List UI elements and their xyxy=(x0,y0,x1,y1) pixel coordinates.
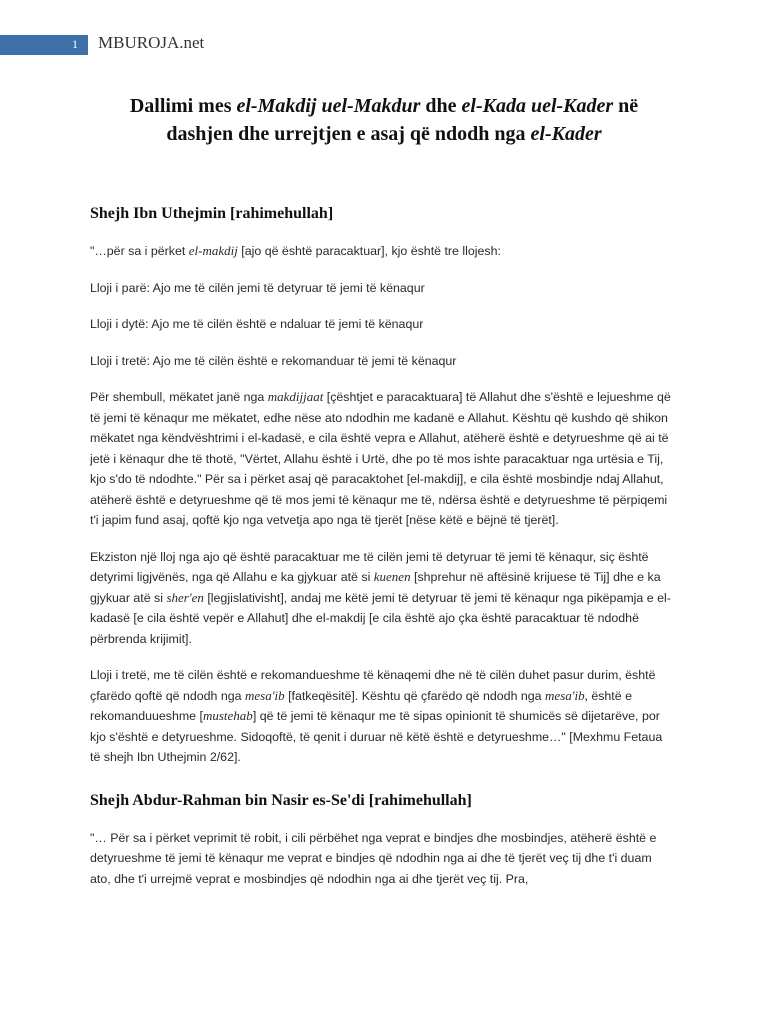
page-number: 1 xyxy=(72,37,78,51)
term: mesa'ib, xyxy=(545,687,588,703)
article-body xyxy=(90,205,675,905)
title-text: në xyxy=(613,95,639,117)
text: [fatkeqësitë]. Kështu që çfarëdo që ndodh nga xyxy=(284,688,546,703)
term: sher'en xyxy=(166,589,204,605)
text: Ekziston një lloj nga ajo që është paracaktuar me të cilën jemi të detyruar të jemi të kënaqur, siç është detyrimi ligjvënës, nga që Allahu e ka gjykuar atë si xyxy=(90,549,649,584)
term: el-makdij xyxy=(188,243,238,258)
text: Lloji i tretë, me të cilën është e rekomandueshme të kënaqemi dhe në të cilën duhet pasur durim, është çfarëdo qoftë që ndodh nga xyxy=(90,668,656,703)
title-term: el-Kader xyxy=(530,123,602,145)
paragraph xyxy=(90,387,675,531)
page-title xyxy=(60,92,708,148)
term: mesa'ib xyxy=(245,687,285,703)
text: është e rekomanduueshme [ xyxy=(90,688,632,723)
paragraph xyxy=(90,665,675,768)
paragraph xyxy=(90,241,675,262)
paragraph xyxy=(90,547,675,650)
paragraph: Lloji i tretë: Ajo me të cilën është e rekomanduar të jemi të kënaqur xyxy=(90,353,457,368)
paragraph: Lloji i parë: Ajo me të cilën jemi të detyruar të jemi të kënaqur xyxy=(90,280,425,295)
text: [ajo që është paracaktuar], kjo është tre llojesh: xyxy=(237,244,501,258)
term: makdijjaat xyxy=(267,389,324,404)
text: [çështjet e paracaktuara] të Allahut dhe s'është e lejueshme që të jemi të kënaqur me mëkatet, edhe nëse ato ndodhin me kadanë e Allahut. Kështu që kushdo që shikon mëkatet nga këndvështrimi i el-kadasë, e cila është vepra e Allahut, atëherë është e detyrueshme që ai të jetë i kënaqur dhe të thotë, "Vërtet, Allahu është i Urtë, dhe po të mos ishte paracaktuar nga urtësia e Tij, kjo s'do të ndodhte." Për sa i përket asaj që paracaktohet [el-makdij], e cila është mosbindje ndaj Allahut, atëherë është e detyrueshme që të mos jemi të kënaqur me të, ndërsa është e detyrueshme të përpiqemi t'i japim fund asaj, qoftë kjo nga vetvetja apo nga të tjerët [nëse këtë e bëjnë të tjerët]. xyxy=(90,390,671,527)
title-text: Dallimi mes xyxy=(129,95,237,117)
text: [legjislativisht], andaj me këtë jemi të detyruar të jemi të kënaqur nga pikëpamja e el-kadasë [e cila është vepër e Allahut] dhe el-makdij [e cila është ajo çka është paracaktuar të ndodhë përbrenda krijimit]. xyxy=(90,590,671,646)
title-term: el-Kada uel-Kader xyxy=(461,95,614,117)
title-text: dashjen dhe urrejtjen e asaj që ndodh nga xyxy=(166,123,531,145)
text: "…për sa i përket xyxy=(90,244,189,258)
section-heading: Shejh Ibn Uthejmin [rahimehullah] xyxy=(90,205,334,222)
term: kuenen xyxy=(373,569,411,584)
text: Për shembull, mëkatet janë nga xyxy=(90,390,268,404)
title-text: dhe xyxy=(420,95,462,117)
paragraph: "… Për sa i përket veprimit të robit, i cili përbëhet nga veprat e bindjes dhe mosbindjes, atëherë është e detyrueshme të jemi të kënaqur me veprat e bindjes që ndodhin nga ai dhe të tjerët veç tij dhe t'i duam ato, dhe t'i urrejmë veprat e mosbindjes që ndodhin nga ai dhe tjerët veç tij. Pra, xyxy=(90,830,657,886)
site-name: MBUROJA.net xyxy=(98,33,205,52)
text: [shprehur në aftësinë krijuese të Tij] dhe e ka gjykuar atë si xyxy=(90,570,661,605)
text: ] që të jemi të kënaqur me të sipas opinionit të shumicës së dijetarëve, por kjo s'është e detyrueshme. Sidoqoftë, të qenit i duruar në këtë është e detyrueshme…" [Mexhmu Fetaua të shejh Ibn Uthejmin 2/62]. xyxy=(90,709,663,764)
paragraph: Lloji i dytë: Ajo me të cilën është e ndaluar të jemi të kënaqur xyxy=(90,317,424,331)
term: mustehab xyxy=(202,708,253,723)
section-heading: Shejh Abdur-Rahman bin Nasir es-Se'di [rahimehullah] xyxy=(90,791,472,809)
title-term: el-Makdij uel-Makdur xyxy=(236,95,421,117)
